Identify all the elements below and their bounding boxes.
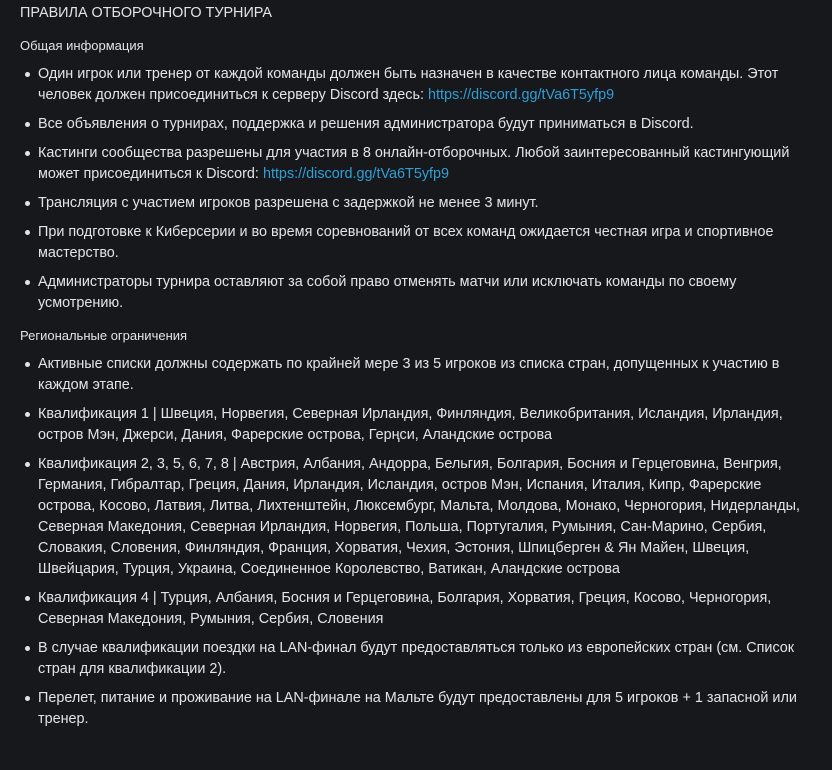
list-item: [20, 114, 812, 135]
page-title: ПРАВИЛА ОТБОРОЧНОГО ТУРНИРА: [20, 5, 273, 21]
list-item-text: Все объявления о турнирах, поддержка и решения администратора будут приниматься в Discord.: [38, 116, 694, 132]
list-item-text: Квалификация 4 | Турция, Албания, Босния и Герцеговина, Болгария, Хорватия, Греция, Косово, Черногория, Северная Македония, Румыния, Сербия, Словения: [38, 590, 772, 627]
list-item: [20, 404, 812, 446]
list-item: [20, 272, 812, 314]
list-item-text: Квалификация 1 | Швеция, Норвегия, Северная Ирландия, Финляндия, Великобритания, Исландия, Ирландия, остров Мэн, Джерси, Дания, Фарерские острова, Герңси, Аландские острова: [38, 406, 783, 443]
regional-restrictions-list: [20, 354, 812, 730]
list-item: [20, 354, 812, 396]
list-item: [20, 638, 812, 680]
list-item: [20, 222, 812, 264]
discord-link[interactable]: https://discord.gg/tVa6T5yfp9: [427, 87, 615, 103]
general-info-list: [20, 64, 812, 314]
list-item-text: Трансляция с участием игроков разрешена с задержкой не менее 3 минут.: [38, 195, 539, 211]
list-item-text: В случае квалификации поездки на LAN-финал будут предоставляться только из европейских стран (см. Список стран для квалификации 2).: [38, 640, 795, 677]
discord-link[interactable]: https://discord.gg/tVa6T5yfp9: [262, 166, 450, 182]
list-item-text: При подготовке к Киберсерии и во время соревнований от всех команд ожидается честная игра и спортивное мастерство.: [38, 224, 774, 261]
list-item: [20, 143, 812, 185]
list-item: [20, 588, 812, 630]
list-item-text: Квалификация 2, 3, 5, 6, 7, 8 | Австрия, Албания, Андорра, Бельгия, Болгария, Босния и Герцеговина, Венгрия, Германия, Гибралтар, Греция, Дания, Ирландия, Исландия, остров Мэн, Испания, Италия, Кипр, Фарерские острова, Косово, Латвия, Литва, Лихтенштейн, Люксембург, Мальта, Молдова, Монако, Черногория, Нидерланды, Северная Македония, Северная Ирландия, Норвегия, Польша, Португалия, Румыния, Сан-Марино, Сербия, Словакия, Словения, Финляндия, Франция, Хорватия, Чехия, Эстония, Шпицберген & Ян Майен, Швеция, Швейцария, Турция, Украина, Соединенное Королевство, Ватикан, Аландские острова: [38, 456, 800, 577]
list-item-text: Перелет, питание и проживание на LAN-финале на Мальте будут предоставлены для 5 игроков + 1 запасной или тренер.: [38, 690, 797, 727]
regional-restrictions-heading: Региональные ограничения: [20, 328, 188, 343]
list-item: [20, 193, 812, 214]
list-item-text: Один игрок или тренер от каждой команды должен быть назначен в качестве контактного лица команды. Этот человек должен присоединиться к серверу Discord здесь:: [38, 66, 779, 103]
general-info-heading: Общая информация: [20, 38, 144, 53]
list-item-text: Администраторы турнира оставляют за собой право отменять матчи или исключать команды по своему усмотрению.: [38, 274, 737, 311]
list-item: [20, 688, 812, 730]
list-item: [20, 64, 812, 106]
list-item: [20, 454, 812, 580]
list-item-text: Кастинги сообщества разрешены для участия в 8 онлайн-отборочных. Любой заинтересованный кастингующий может присоединиться к Discord:: [38, 145, 790, 182]
list-item-text: Активные списки должны содержать по крайней мере 3 из 5 игроков из списка стран, допущенных к участию в каждом этапе.: [38, 356, 780, 393]
